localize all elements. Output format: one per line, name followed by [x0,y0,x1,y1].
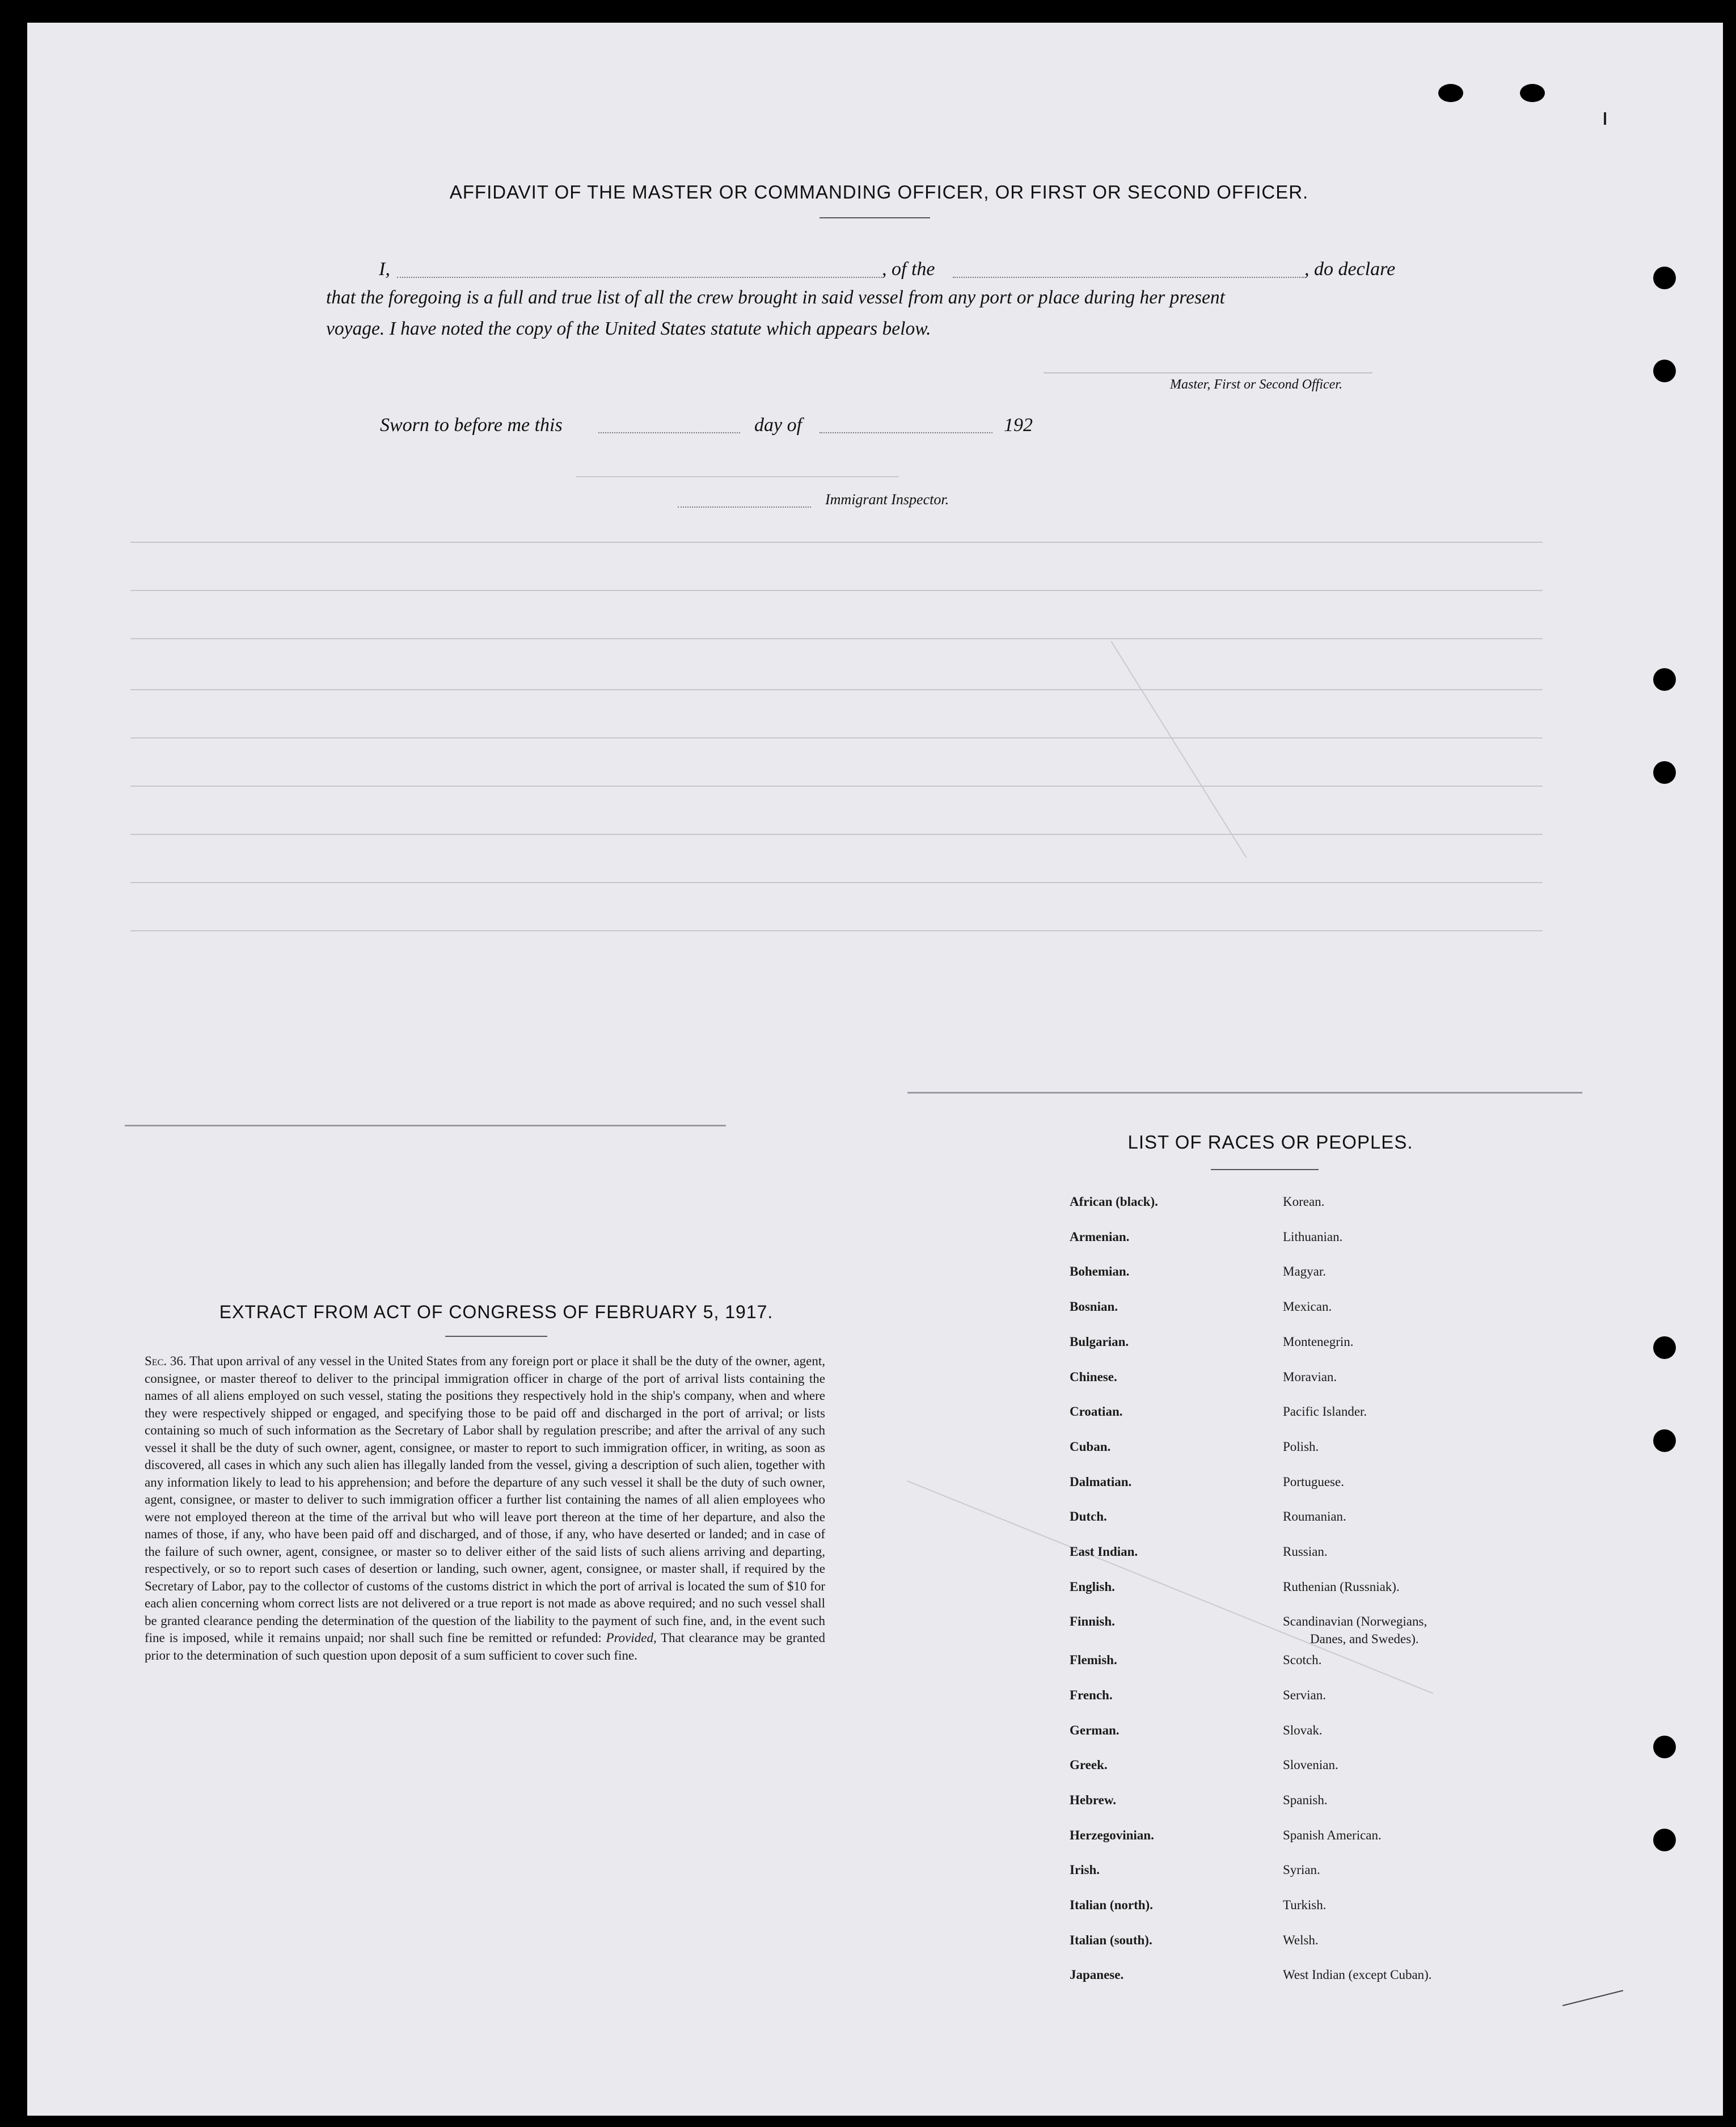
race-item: African (black). [1070,1195,1158,1209]
binder-hole-4 [1653,761,1676,784]
extract-text-b: That clearance may be granted prior to the determination of such question upon deposit of a sum sufficient to cover such fine. [145,1631,826,1662]
bleed-through-line [130,689,1543,690]
binder-hole-8 [1653,1829,1676,1851]
race-item: Korean. [1283,1195,1325,1209]
race-item: Bosnian. [1070,1299,1118,1314]
race-item: Dalmatian. [1070,1474,1132,1489]
bleed-through-rule [125,1125,726,1126]
inspector-blank[interactable] [678,507,811,508]
race-item: Roumanian. [1283,1509,1346,1524]
race-item: Welsh. [1283,1932,1319,1947]
race-item: Portuguese. [1283,1474,1344,1489]
race-item: Servian. [1283,1687,1327,1702]
binder-hole-3 [1653,668,1676,691]
vessel-blank[interactable] [953,277,1304,278]
race-item: Moravian. [1283,1369,1337,1384]
race-item: Ruthenian (Russniak). [1283,1579,1400,1594]
race-item: Japanese. [1070,1968,1124,1982]
bleed-through-line [130,834,1543,835]
declaration-of-the: , of the [882,259,935,280]
punch-hole-top-2 [1520,84,1545,102]
bleed-through-rule [907,1092,1582,1094]
race-item: Croatian. [1070,1404,1123,1419]
extract-body [145,1353,825,1664]
race-item: Spanish American. [1283,1828,1382,1842]
race-item: Hebrew. [1070,1792,1116,1807]
race-item: Cuban. [1070,1439,1111,1454]
race-item: Italian (south). [1070,1932,1152,1947]
race-item: Armenian. [1070,1229,1130,1244]
race-item: Lithuanian. [1283,1229,1343,1244]
race-item: Dutch. [1070,1509,1107,1524]
declaration-line-3: voyage. I have noted the copy of the United States statute which appears below. [326,318,931,339]
race-item: Polish. [1283,1439,1319,1454]
race-item: Greek. [1070,1758,1108,1773]
race-item: West Indian (except Cuban). [1283,1968,1432,1982]
races-title: LIST OF RACES OR PEOPLES. [1127,1132,1413,1153]
race-item: Russian. [1283,1544,1328,1559]
race-item: Chinese. [1070,1369,1117,1384]
race-item: Scotch. [1283,1653,1322,1668]
margin-mark [1604,112,1606,125]
bleed-through-line [130,930,1543,931]
race-item-continuation: Danes, and Swedes). [1310,1632,1419,1646]
extract-title: EXTRACT FROM ACT OF CONGRESS OF FEBRUARY 5, 1917. [219,1302,774,1322]
bleed-through-line [130,590,1543,591]
race-item: French. [1070,1687,1113,1702]
extract-title-underline [445,1336,547,1337]
races-title-underline [1211,1169,1319,1170]
title-underline [820,217,930,218]
race-item: Pacific Islander. [1283,1404,1367,1419]
race-item: Montenegrin. [1283,1334,1354,1349]
bleed-through-line [130,638,1543,639]
sworn-month-blank[interactable] [820,432,992,433]
declaration-i: I, [379,259,390,280]
binder-hole-6 [1653,1429,1676,1452]
day-of-label: day of [754,415,802,436]
race-item: Syrian. [1283,1863,1320,1877]
extract-text-a: 36. That upon arrival of any vessel in the United States from any foreign port or place it shall be the duty of the owner, agent, consignee, or master thereof to deliver to the principal immigration officer in charge of the port of arrival lists containing the names of all aliens employed on such vessel, stating the positions they respectively hold in the ship's company, when and where they were respectively shipped or engaged, and specifying those to be paid off and discharged in the port of arrival; or lists containing so much of such information as the Secretary of Labor shall by regulation prescribe; and after the arrival of any such vessel it shall be the duty of such owner, agent, consignee, or master to report to such immigration officer, in writing, as soon as discovered, all cases in which any such alien has illegally landed from the vessel, giving a description of such alien, together with any information likely to lead to his apprehension; and before the departure of any such vessel it shall be the duty of such owner, agent, consignee, or master to deliver to such immigration officer a further list containing the names of all alien employees who were not employed thereon at the time of the arrival but who will leave port thereon at the time of her departure, and also the names of those, if any, who have been paid off and discharged, and of those, if any, who have deserted or landed; and in case of the failure of such owner, agent, consignee, or master so to deliver either of the said lists of such aliens arriving and departing, respectively, or so to report such cases of desertion or landing, such owner, agent, consignee, or master shall, if required by the Secretary of Labor, pay to the collector of customs of the customs district in which the port of arrival is located the sum of $10 for each alien concerning whom correct lists are not delivered or a true report is not made as above required; and no such vessel shall be granted clearance pending the determination of the question of the liability to the payment of such fine, and, in the event such fine is imposed, while it remains unpaid; nor shall such fine be remitted or refunded: [145,1354,825,1645]
race-item: Finnish. [1070,1614,1115,1629]
section-label: Sec. [145,1354,167,1368]
declaration-line-2: that the foregoing is a full and true list of all the crew brought in said vessel from any port or place during her present [326,287,1225,308]
sworn-day-blank[interactable] [598,432,740,433]
race-item: Magyar. [1283,1264,1327,1279]
master-signature-label: Master, First or Second Officer. [1170,377,1342,392]
bleed-through-line [130,542,1543,543]
race-item: Slovenian. [1283,1758,1338,1773]
binder-hole-5 [1653,1336,1676,1359]
race-item: English. [1070,1579,1115,1594]
bleed-through-line [130,737,1543,738]
binder-hole-7 [1653,1736,1676,1758]
race-item: Bulgarian. [1070,1334,1129,1349]
binder-hole-2 [1653,360,1676,382]
race-item: Italian (north). [1070,1898,1153,1912]
race-item: German. [1070,1723,1120,1737]
declaration-do-declare: , do declare [1304,259,1396,280]
inspector-blank-upper[interactable] [576,476,899,477]
punch-hole-top-1 [1438,84,1463,102]
binder-hole-1 [1653,267,1676,289]
race-item: Herzegovinian. [1070,1828,1154,1842]
race-item: Mexican. [1283,1299,1332,1314]
race-item: Scandinavian (Norwegians, [1283,1614,1427,1629]
sworn-label: Sworn to before me this [380,415,563,436]
year-label: 192 [1004,415,1033,436]
race-item: Irish. [1070,1863,1100,1877]
inspector-label: Immigrant Inspector. [825,491,949,508]
bleed-through-line [130,786,1543,787]
race-item: Bohemian. [1070,1264,1130,1279]
race-item: Flemish. [1070,1653,1117,1668]
provided-word: Provided, [606,1631,657,1645]
race-item: East Indian. [1070,1544,1138,1559]
race-item: Spanish. [1283,1792,1328,1807]
race-item: Turkish. [1283,1898,1327,1912]
bleed-through-line [130,882,1543,883]
affidavit-title: AFFIDAVIT OF THE MASTER OR COMMANDING OFFICER, OR FIRST OR SECOND OFFICER. [449,182,1309,202]
name-blank[interactable] [397,277,882,278]
race-item: Slovak. [1283,1723,1323,1737]
